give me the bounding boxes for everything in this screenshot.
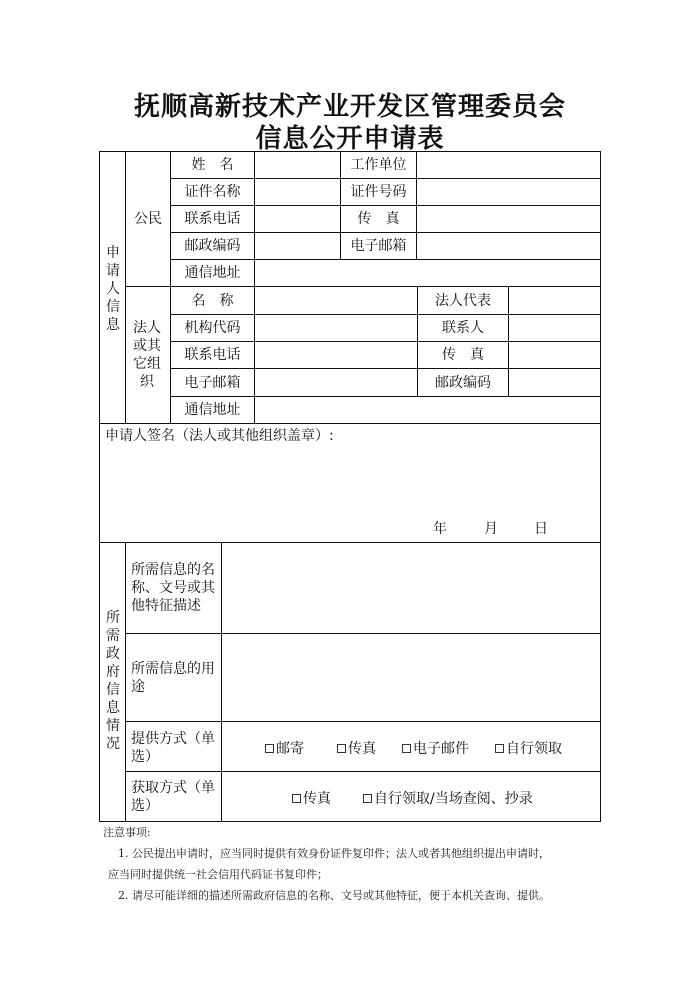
citizen-postcode-field[interactable] <box>255 233 340 259</box>
notes-item1-line2: 应当同时提供统一社会信用代码证书复印件； <box>108 868 328 881</box>
notes-item2: 2. 请尽可能详细的描述所需政府信息的名称、文号或其他特征，便于本机关查询、提供。 <box>118 889 550 902</box>
citizen-email-label: 电子邮箱 <box>350 238 407 254</box>
citizen-work-unit-field[interactable] <box>417 152 600 178</box>
info-description-field[interactable] <box>222 543 600 633</box>
signature-day-label: 日 <box>534 521 548 537</box>
legal-postcode-field[interactable] <box>509 369 600 396</box>
form-title-line1: 抚顺高新技术产业开发区管理委员会 <box>133 92 566 122</box>
citizen-address-field[interactable] <box>255 260 600 286</box>
citizen-fax-label: 传 真 <box>357 211 400 227</box>
citizen-work-unit-label: 工作单位 <box>350 157 407 173</box>
legal-entity-label: 法人或其它组织 <box>133 320 161 390</box>
notes-heading: 注意事项: <box>103 826 151 839</box>
checkbox-icon[interactable] <box>337 744 346 753</box>
obtain-method-label: 获取方式（单选） <box>131 780 215 814</box>
provide-option-self-pickup[interactable]: 自行领取 <box>495 738 562 758</box>
citizen-name-label: 姓 名 <box>191 157 234 173</box>
applicant-info-section-label: 申请人信息 <box>106 245 120 333</box>
checkbox-icon[interactable] <box>402 744 411 753</box>
provide-option-mail[interactable]: 邮寄 <box>265 738 304 758</box>
signature-label: 申请人签名（法人或其他组织盖章）: <box>105 428 334 444</box>
citizen-postcode-label: 邮政编码 <box>184 238 241 254</box>
legal-fax-field[interactable] <box>509 342 600 368</box>
legal-phone-field[interactable] <box>255 342 417 368</box>
legal-phone-label: 联系电话 <box>184 347 241 363</box>
legal-contact-field[interactable] <box>509 315 600 341</box>
citizen-fax-field[interactable] <box>417 206 600 232</box>
legal-email-field[interactable] <box>255 369 417 396</box>
legal-org-code-label: 机构代码 <box>184 320 241 336</box>
citizen-name-field[interactable] <box>255 152 340 178</box>
legal-fax-label: 传 真 <box>442 347 484 363</box>
obtain-option-self-pickup-onsite[interactable]: 自行领取/当场查阅、抄录 <box>363 788 533 808</box>
required-info-section-label: 所需政府信息情况 <box>106 610 120 752</box>
citizen-phone-field[interactable] <box>255 206 340 232</box>
citizen-id-number-field[interactable] <box>417 179 600 205</box>
legal-name-label: 名 称 <box>191 292 234 309</box>
citizen-label: 公民 <box>134 211 162 227</box>
legal-address-label: 通信地址 <box>184 402 241 418</box>
notes-item1-line1: 1. 公民提出申请时，应当同时提供有效身份证件复印件；法人或者其他组织提出申请时， <box>118 847 550 860</box>
signature-year-label: 年 <box>433 521 447 537</box>
legal-email-label: 电子邮箱 <box>184 374 241 391</box>
info-purpose-label: 所需信息的用途 <box>131 661 215 695</box>
checkbox-icon[interactable] <box>495 744 504 753</box>
citizen-id-name-label: 证件名称 <box>184 184 241 200</box>
form-title-line2: 信息公开申请表 <box>255 124 445 154</box>
legal-name-field[interactable] <box>255 287 417 314</box>
signature-month-label: 月 <box>484 521 498 537</box>
legal-rep-label: 法人代表 <box>435 292 491 309</box>
info-description-label: 所需信息的名称、文号或其他特征描述 <box>131 562 215 614</box>
legal-org-code-field[interactable] <box>255 315 417 341</box>
legal-rep-field[interactable] <box>509 287 600 314</box>
citizen-id-name-field[interactable] <box>255 179 340 205</box>
provide-option-fax[interactable]: 传真 <box>337 738 376 758</box>
provide-method-label: 提供方式（单选） <box>131 731 215 765</box>
provide-option-email[interactable]: 电子邮件 <box>402 738 469 758</box>
citizen-address-label: 通信地址 <box>184 265 241 281</box>
checkbox-icon[interactable] <box>292 794 301 803</box>
info-purpose-field[interactable] <box>222 634 600 721</box>
checkbox-icon[interactable] <box>363 794 372 803</box>
signature-area[interactable] <box>100 448 600 518</box>
legal-postcode-label: 邮政编码 <box>435 374 491 391</box>
legal-contact-label: 联系人 <box>442 320 484 336</box>
citizen-id-number-label: 证件号码 <box>350 184 407 200</box>
obtain-option-fax[interactable]: 传真 <box>292 788 331 808</box>
checkbox-icon[interactable] <box>265 744 274 753</box>
citizen-phone-label: 联系电话 <box>184 211 241 227</box>
legal-address-field[interactable] <box>255 397 600 423</box>
citizen-email-field[interactable] <box>417 233 600 259</box>
